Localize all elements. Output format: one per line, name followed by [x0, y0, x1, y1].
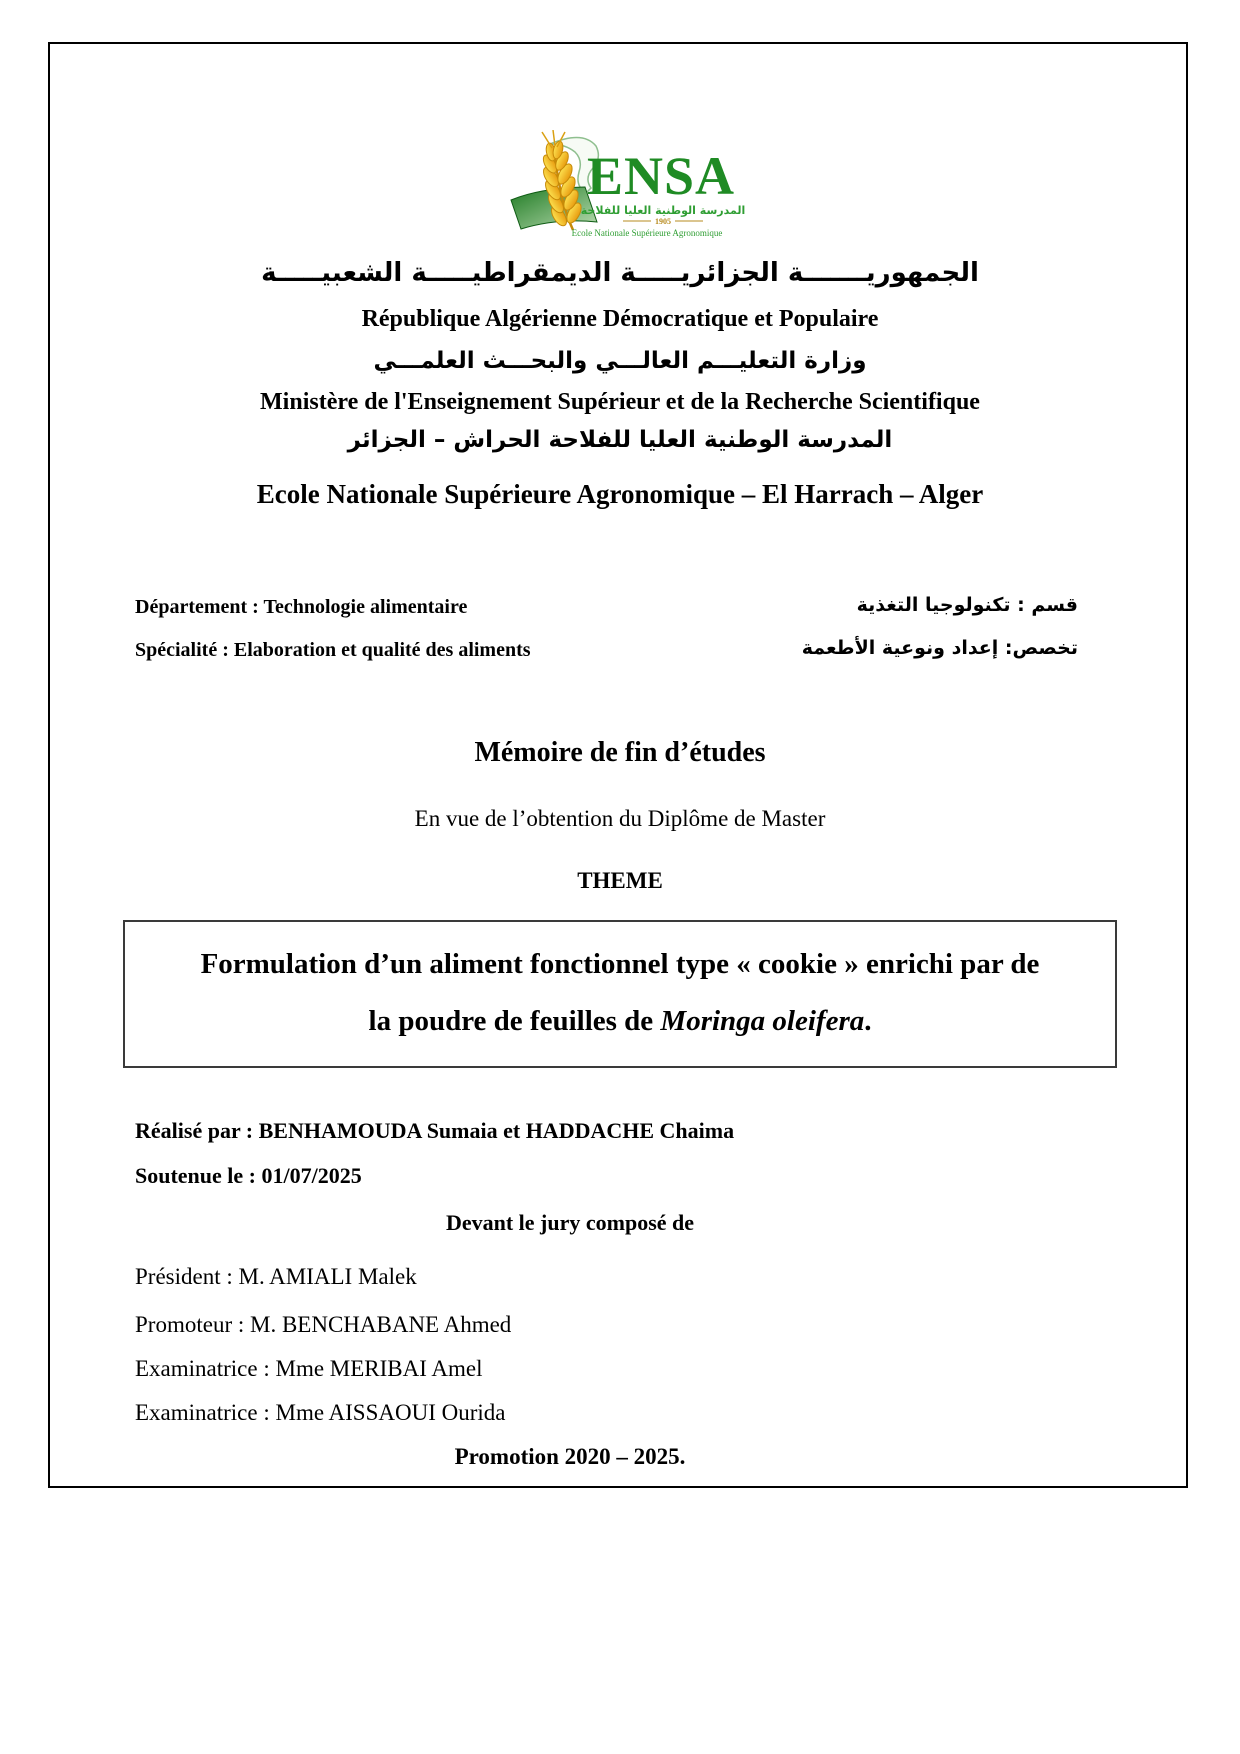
jury-member-president: Président : M. AMIALI Malek	[135, 1264, 417, 1289]
speciality-label-ar: تخصص: إعداد ونوعية الأطعمة	[801, 637, 1078, 659]
republic-line-fr: République Algérienne Démocratique et Populaire	[361, 306, 879, 332]
logo-year: 1905	[655, 217, 671, 226]
thesis-title-species-italic: Moringa oleifera	[660, 1005, 865, 1037]
memoire-subtitle: En vue de l’obtention du Diplôme de Master	[414, 806, 826, 831]
thesis-title-box	[123, 920, 1117, 1068]
jury-member-promoteur: Promoteur : M. BENCHABANE Ahmed	[135, 1312, 512, 1337]
thesis-title-line1: Formulation d’un aliment fonctionnel type « cookie » enrichi par de	[200, 948, 1040, 980]
school-line-fr: Ecole Nationale Supérieure Agronomique – El Harrach – Alger	[256, 479, 984, 509]
authors-line: Réalisé par : BENHAMOUDA Sumaia et HADDACHE Chaima	[135, 1118, 735, 1143]
jury-member-examinatrice-2: Examinatrice : Mme AISSAOUI Ourida	[135, 1400, 506, 1425]
logo-arabic-name: المدرسة الوطنية العليا للفلاحة	[580, 204, 745, 217]
department-label-fr: Département : Technologie alimentaire	[135, 596, 468, 618]
jury-member-examinatrice-1: Examinatrice : Mme MERIBAI Amel	[135, 1356, 483, 1381]
theme-label: THEME	[577, 868, 663, 893]
defense-date-line: Soutenue le : 01/07/2025	[135, 1163, 362, 1188]
logo-acronym: ENSA	[587, 146, 736, 206]
ensa-logo	[495, 130, 745, 245]
speciality-label-fr: Spécialité : Elaboration et qualité des aliments	[135, 639, 531, 661]
logo-french-name: Ecole Nationale Supérieure Agronomique	[571, 228, 723, 238]
thesis-title-line2	[131, 993, 1109, 1050]
promotion-line: Promotion 2020 – 2025.	[454, 1444, 686, 1469]
arabic-republic-line: الجمهوريـــــــة الجزائريـــــة الديمقراطيـــــة الشعبيـــــة	[261, 258, 979, 288]
thesis-title-line2-prefix: la poudre de feuilles de	[368, 1005, 661, 1037]
department-label-ar: قسم : تكنولوجيا التغذية	[856, 594, 1078, 616]
thesis-title-line2-suffix: .	[864, 1005, 872, 1037]
ministry-line-fr: Ministère de l'Enseignement Supérieur et de la Recherche Scientifique	[260, 389, 980, 415]
arabic-school-line: المدرسة الوطنية العليا للفلاحة الحراش – الجزائر	[347, 427, 893, 453]
ensa-logo-graphic	[495, 130, 745, 245]
jury-heading: Devant le jury composé de	[445, 1210, 695, 1235]
memoire-title: Mémoire de fin d’études	[474, 737, 766, 768]
arabic-ministry-line: وزارة التعليـــم العالـــي والبحـــث العلمـــي	[373, 348, 867, 374]
